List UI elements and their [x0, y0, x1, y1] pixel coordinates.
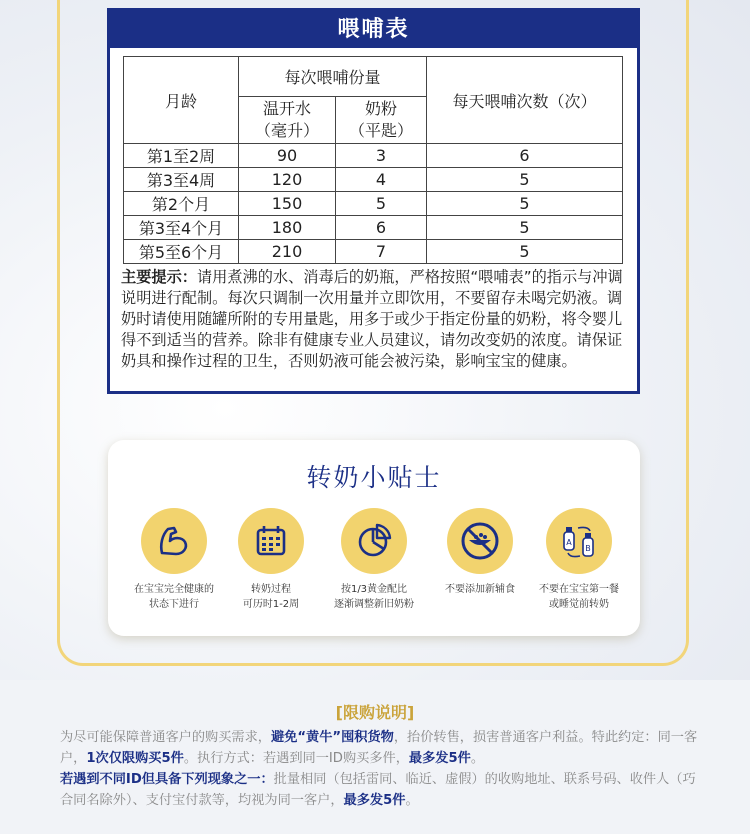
table-row: 第3至4个月 180 6 5 [124, 216, 623, 240]
purchase-limit-title: [限购说明] [335, 703, 415, 722]
tip-item-timing: A B 不要在宝宝第一餐 或睡觉前转奶 [529, 508, 629, 612]
table-row: 第1至2周 90 3 6 [124, 144, 623, 168]
svg-text:A: A [566, 538, 572, 547]
tip-label: 主要提示： [121, 268, 197, 286]
arm-muscle-icon [141, 508, 207, 574]
feeding-table [123, 56, 623, 264]
no-food-icon [447, 508, 513, 574]
feeding-table-card [107, 8, 640, 394]
tip-item-no-food: 不要添加新辅食 [430, 508, 530, 597]
feeding-table-title: 喂哺表 [110, 11, 637, 48]
table-row: 第2个月 150 5 5 [124, 192, 623, 216]
header-times: 每天喂哺次数（次） [427, 57, 623, 144]
table-row: 第5至6个月 210 7 5 [124, 240, 623, 264]
feeding-tip [121, 267, 629, 372]
tip-item-health: 在宝宝完全健康的 状态下进行 [124, 508, 224, 612]
tip-item-ratio: 按1/3黄金配比 逐渐调整新旧奶粉 [324, 508, 424, 612]
svg-text:B: B [585, 544, 591, 553]
header-month: 月龄 [124, 57, 239, 144]
switch-tips-title: 转奶小贴士 [306, 463, 442, 492]
header-water: 温开水 （毫升） [239, 97, 336, 144]
bottle-swap-icon [546, 508, 612, 574]
purchase-limit-body: 为尽可能保障普通客户的购买需求，避免“黄牛”囤积货物，抬价转售，损害普通客户利益。特此约定：同一客户，1次仅限购买5件。执行方式：若遇到同一ID购买多件，最多发5件。 若遇到不同ID但具备下列现象之一：批量相同（包括雷同、临近、虚假）的收购地址、联系号码、收件人（巧合同名除外）、支付宝付款等，均视为同一客户，最多发5件。 [60, 730, 698, 808]
header-powder: 奶粉 （平匙） [336, 97, 427, 144]
pie-chart-icon [341, 508, 407, 574]
header-amount: 每次喂哺份量 [239, 57, 427, 97]
calendar-icon [238, 508, 304, 574]
table-row: 第3至4周 120 4 5 [124, 168, 623, 192]
switch-tips-card [108, 440, 640, 636]
tip-item-duration: 转奶过程 可历时1-2周 [221, 508, 321, 612]
tip-text: 请用煮沸的水、消毒后的奶瓶，严格按照“喂哺表”的指示与冲调说明进行配制。每次只调制一次用量并立即饮用，不要留存未喝完奶液。调奶时请使用随罐所附的专用量匙，用多于或少于指定份量的奶粉，将令婴儿得不到适当的营养。除非有健康专业人员建议，请勿改变奶的浓度。请保证奶具和操作过程的卫生，否则奶液可能会被污染，影响宝宝的健康。 [121, 268, 623, 370]
